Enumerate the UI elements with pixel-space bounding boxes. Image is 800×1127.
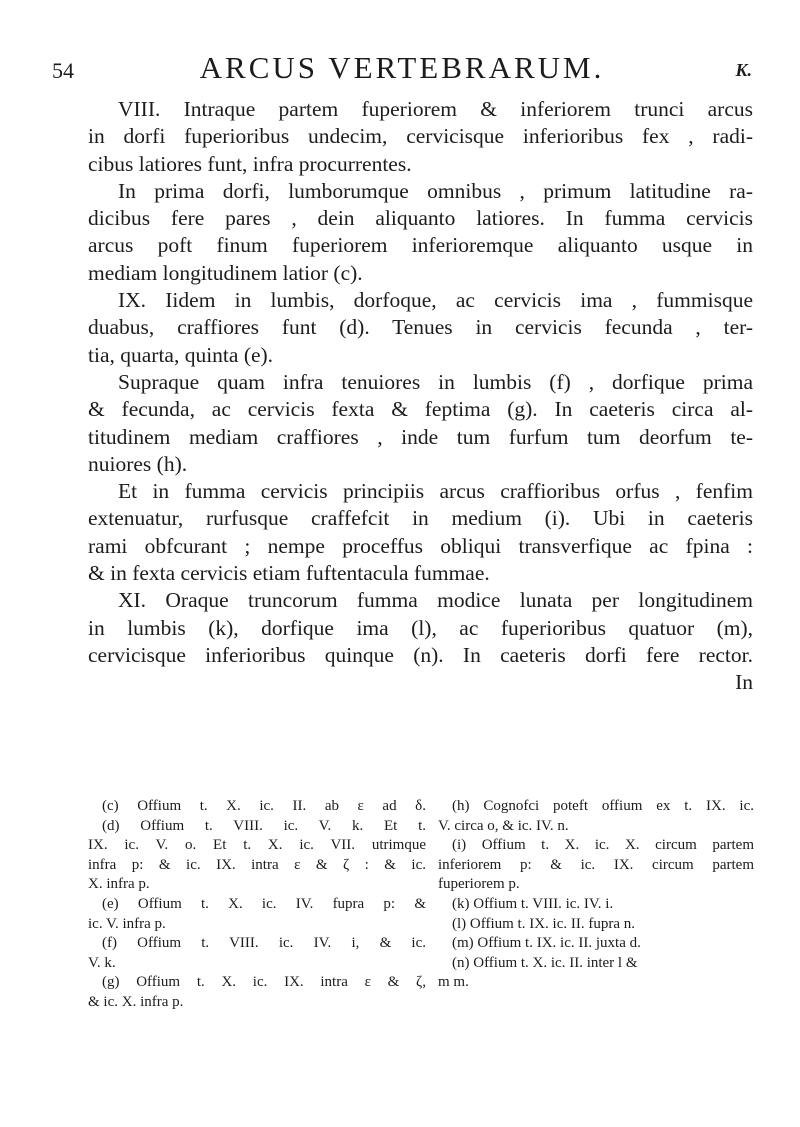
footnote-line: IX. ic. V. o. Et t. X. ic. VII. utrimque: [88, 837, 426, 854]
footnote-line: (d) Offium t. VIII. ic. V. k. Et t.: [102, 817, 426, 834]
text-line: Supraque quam infra tenuiores in lumbis (f) , dorfique prima: [118, 369, 753, 394]
footnote-line: (e) Offium t. X. ic. IV. fupra p: &: [102, 895, 426, 912]
text-line: tia, quarta, quinta (e).: [88, 342, 274, 367]
text-line: & in fexta cervicis etiam fuftentacula fummae.: [88, 561, 490, 586]
text-line: & fecunda, ac cervicis fexta & feptima (g). In caeteris circa al-: [88, 397, 753, 422]
text-line: duabus, craffiores funt (d). Tenues in cervicis fecunda , ter-: [88, 315, 753, 340]
catchword: In: [735, 670, 753, 695]
footnote-line: fuperiorem p.: [438, 876, 520, 893]
footnote-line: (m) Offium t. IX. ic. II. juxta d.: [452, 935, 641, 952]
page-number: 54: [52, 58, 74, 83]
footnote-line: (h) Cognofci poteft offium ex t. IX. ic.: [452, 798, 754, 814]
footnotes-left-column: [88, 797, 426, 1013]
footnote-line: (f) Offium t. VIII. ic. IV. i, & ic.: [102, 935, 426, 952]
text-line: nuiores (h).: [88, 451, 188, 476]
footnote-line: infra p: & ic. IX. intra ε & ζ : & ic.: [88, 856, 426, 873]
text-line: In prima dorfi, lumborumque omnibus , primum latitudine ra-: [118, 178, 753, 203]
signature-mark: K.: [735, 60, 752, 80]
text-line: extenuatur, rurfusque craffefcit in medium (i). Ubi in caeteris: [88, 506, 753, 531]
text-line: Et in fumma cervicis principiis arcus craffioribus orfus , fenfim: [118, 479, 753, 504]
text-line: dicibus fere pares , dein aliquanto latiores. In fumma cervicis: [88, 206, 753, 231]
running-head: [52, 50, 752, 86]
text-line: in dorfi fuperioribus undecim, cervicisque inferioribus fex , radi-: [88, 124, 753, 149]
text-line: VIII. Intraque partem fuperiorem & inferiorem trunci arcus: [118, 97, 753, 121]
text-line: XI. Oraque truncorum fumma modice lunata per longitudinem: [118, 588, 753, 613]
footnote-line: V. circa o, & ic. IV. n.: [438, 817, 569, 834]
footnote-line: (l) Offium t. IX. ic. II. fupra n.: [452, 915, 636, 932]
footnotes-right-column: [438, 797, 754, 993]
footnote-line: (k) Offium t. VIII. ic. IV. i.: [452, 895, 614, 912]
text-line: IX. Iidem in lumbis, dorfoque, ac cervicis ima , fummisque: [118, 288, 753, 313]
text-line: rami obfcurant ; nempe proceffus obliqui transverfique ac fpina :: [88, 533, 753, 558]
text-line: mediam longitudinem latior (c).: [88, 260, 363, 285]
footnote-line: V. k.: [88, 954, 116, 971]
text-line: in lumbis (k), dorfique ima (l), ac fuperioribus quatuor (m),: [88, 615, 753, 640]
footnote-line: (c) Offium t. X. ic. II. ab ε ad δ.: [102, 798, 426, 814]
main-text: [88, 96, 753, 697]
footnote-line: X. infra p.: [88, 876, 150, 893]
running-title: ARCUS VERTEBRARUM.: [199, 50, 605, 85]
footnote-line: m m.: [438, 974, 469, 991]
text-line: arcus poft finum fuperiorem inferioremque aliquanto usque in: [88, 233, 753, 258]
footnote-line: (n) Offium t. X. ic. II. inter l &: [452, 954, 638, 971]
footnote-line: & ic. X. infra p.: [88, 993, 184, 1010]
text-line: cibus latiores funt, infra procurrentes.: [88, 151, 412, 176]
text-line: cervicisque inferioribus quinque (n). In caeteris dorfi fere rector.: [88, 642, 753, 667]
footnote-line: (i) Offium t. X. ic. X. circum partem: [452, 837, 754, 854]
footnote-line: inferiorem p: & ic. IX. circum partem: [438, 856, 754, 873]
text-line: titudinem mediam craffiores , inde tum furfum tum deorfum te-: [88, 424, 753, 449]
footnote-line: ic. V. infra p.: [88, 915, 166, 932]
footnote-line: (g) Offium t. X. ic. IX. intra ε & ζ,: [102, 974, 426, 991]
